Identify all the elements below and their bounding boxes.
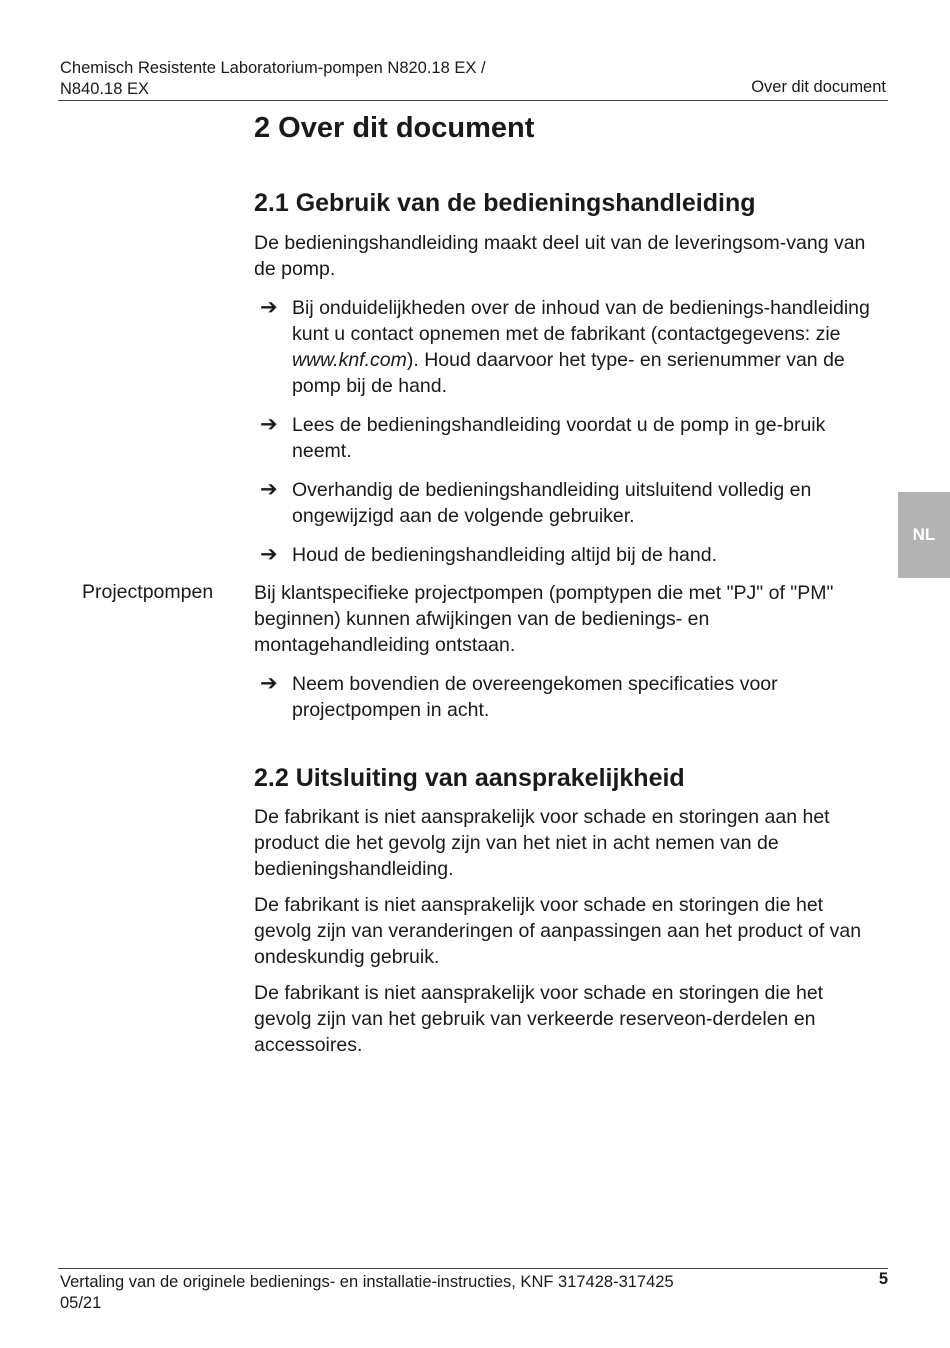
section-2-1 — [254, 186, 879, 723]
list-item — [254, 671, 879, 723]
section-heading: 2.1 Gebruik van de bedieningshandleiding — [254, 189, 756, 217]
bullet-text: ). Houd daarvoor het type- en serienummer van de pomp bij de hand. — [292, 349, 845, 397]
arrow-right-icon: ➔ — [260, 296, 278, 319]
bullet-text: Overhandig de bedieningshandleiding uitsluitend volledig en ongewijzigd aan de volgende gebruiker. — [292, 479, 812, 527]
footer-line2: 05/21 — [60, 1294, 102, 1312]
bullet-text: Bij onduidelijkheden over de inhoud van de bedienings-handleiding kunt u contact opnemen met de fabrikant (contactgegevens: zie — [292, 297, 870, 345]
header-title — [60, 58, 580, 100]
header-divider — [58, 100, 888, 101]
link-text[interactable]: www.knf.com — [292, 349, 407, 371]
header-title-line2: N840.18 EX — [60, 80, 149, 98]
bullet-text: Lees de bedieningshandleiding voordat u de pomp in ge-bruik neemt. — [292, 414, 826, 462]
side-label-projectpompen: Projectpompen — [82, 581, 214, 603]
project-paragraph: Bij klantspecifieke projectpompen (pomptypen die met "PJ" of "PM" beginnen) kunnen afwijkingen van de bedienings- en montagehandleiding ontstaan. — [254, 582, 834, 656]
header-section: Over dit document — [751, 78, 886, 96]
list-item — [254, 477, 879, 529]
footer-text — [60, 1272, 780, 1314]
language-tab: NL — [898, 492, 950, 578]
arrow-right-icon: ➔ — [260, 413, 278, 436]
list-item — [254, 412, 879, 464]
intro-paragraph: De bedieningshandleiding maakt deel uit van de leveringsom-vang van de pomp. — [254, 232, 866, 280]
paragraph: De fabrikant is niet aansprakelijk voor schade en storingen die het gevolg zijn van veranderingen of aanpassingen aan het product of van ondeskundig gebruik. — [254, 894, 862, 968]
section-2-2 — [254, 761, 879, 1058]
section-heading: 2.2 Uitsluiting van aansprakelijkheid — [254, 764, 685, 792]
arrow-right-icon: ➔ — [260, 478, 278, 501]
list-item — [254, 295, 879, 399]
footer-divider — [58, 1268, 888, 1269]
header-title-line1: Chemisch Resistente Laboratorium-pompen N820.18 EX / — [60, 59, 486, 77]
page-number: 5 — [878, 1270, 888, 1288]
bullet-text: Houd de bedieningshandleiding altijd bij de hand. — [292, 544, 718, 566]
paragraph: De fabrikant is niet aansprakelijk voor schade en storingen die het gevolg zijn van het gebruik van verkeerde reserveon-derdelen en accessoires. — [254, 982, 824, 1056]
bullet-text: Neem bovendien de overeengekomen specificaties voor projectpompen in acht. — [292, 673, 778, 721]
paragraph: De fabrikant is niet aansprakelijk voor schade en storingen aan het product die het gevolg zijn van het niet in acht nemen van de bedieningshandleiding. — [254, 806, 830, 880]
arrow-right-icon: ➔ — [260, 543, 278, 566]
arrow-right-icon: ➔ — [260, 672, 278, 695]
list-item — [254, 542, 879, 568]
chapter-title: 2 Over dit document — [254, 112, 535, 144]
footer-line1: Vertaling van de originele bedienings- en installatie-instructies, KNF 317428-317425 — [60, 1273, 674, 1291]
